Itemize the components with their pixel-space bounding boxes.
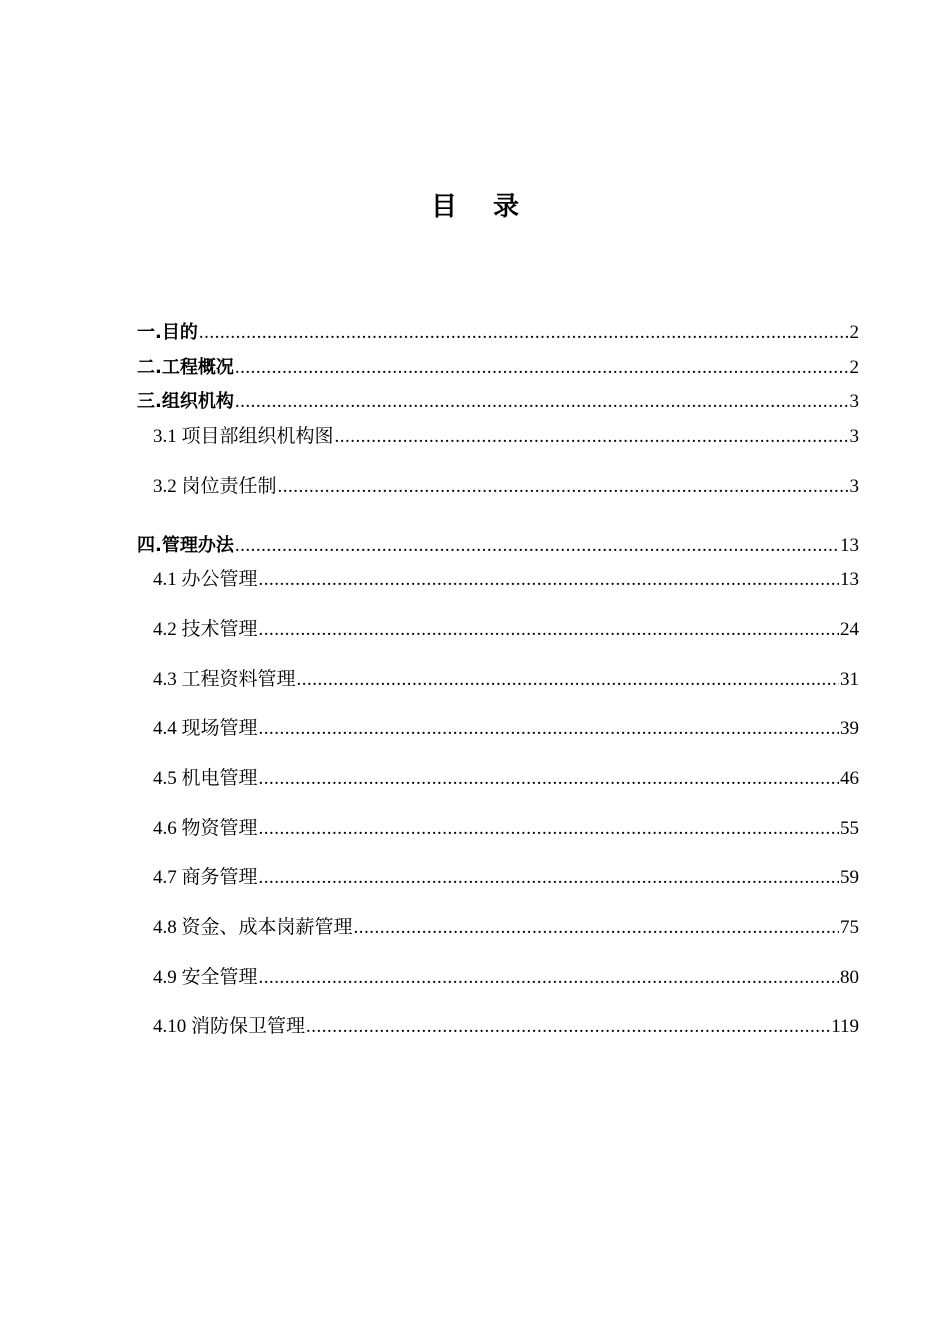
toc-entry-4-10[interactable] (153, 1014, 859, 1040)
toc-entry-label: 一.目的 (137, 322, 198, 343)
toc-leader-dots (335, 424, 849, 450)
toc-leader-dots (259, 567, 839, 593)
toc-page-number: 119 (831, 1016, 859, 1037)
toc-entry-label: 三.组织机构 (137, 391, 234, 412)
toc-entry-label: 4.1 办公管理 (153, 569, 258, 590)
toc-entry-4-3[interactable] (153, 667, 859, 693)
toc-leader-dots (259, 965, 839, 991)
title-char-1: 目 (430, 192, 457, 222)
toc-entry-label: 4.8 资金、成本岗薪管理 (153, 917, 353, 938)
toc-entry-4[interactable] (137, 533, 859, 559)
toc-entry-1[interactable] (137, 320, 859, 346)
toc-entry-4-6[interactable] (153, 816, 859, 842)
toc-leader-dots (297, 667, 839, 693)
toc-entry-label: 4.2 技术管理 (153, 619, 258, 640)
toc-entry-4-8[interactable] (153, 915, 859, 941)
toc-entry-3-2[interactable] (153, 474, 859, 500)
toc-entry-4-7[interactable] (153, 865, 859, 891)
toc-leader-dots (278, 474, 849, 500)
toc-page-number: 3 (849, 476, 859, 497)
toc-leader-dots (259, 617, 839, 643)
toc-entry-label: 3.2 岗位责任制 (153, 476, 277, 497)
toc-entry-4-2[interactable] (153, 617, 859, 643)
toc-page-number: 2 (849, 322, 859, 343)
toc-page-number: 59 (840, 867, 859, 888)
toc-page-number: 55 (840, 818, 859, 839)
toc-leader-dots (259, 816, 839, 842)
toc-entry-4-4[interactable] (153, 716, 859, 742)
toc-entry-label: 4.4 现场管理 (153, 718, 258, 739)
toc-leader-dots (354, 915, 839, 941)
toc-page-number: 31 (840, 669, 859, 690)
toc-entry-label: 4.9 安全管理 (153, 967, 258, 988)
toc-leader-dots (235, 389, 849, 415)
toc-page-number: 13 (840, 535, 859, 556)
toc-page-number: 3 (849, 391, 859, 412)
toc-entry-label: 四.管理办法 (137, 535, 234, 556)
toc-page-number: 24 (840, 619, 859, 640)
toc-page-number: 13 (840, 569, 859, 590)
toc-entry-3[interactable] (137, 389, 859, 415)
toc-page-number: 75 (840, 917, 859, 938)
toc-leader-dots (306, 1014, 830, 1040)
toc-page-number: 39 (840, 718, 859, 739)
toc-leader-dots (235, 533, 839, 559)
toc-page-number: 80 (840, 967, 859, 988)
toc-page-number: 3 (849, 426, 859, 447)
toc-entry-label: 4.3 工程资料管理 (153, 669, 296, 690)
toc-entry-label: 4.10 消防保卫管理 (153, 1016, 306, 1037)
toc-entry-label: 二.工程概况 (137, 357, 234, 378)
title-char-2: 录 (493, 192, 520, 222)
toc-leader-dots (259, 766, 839, 792)
toc-entry-3-1[interactable] (153, 424, 859, 450)
toc-page-number: 46 (840, 768, 859, 789)
toc-entry-4-5[interactable] (153, 766, 859, 792)
toc-entry-2[interactable] (137, 355, 859, 381)
toc-leader-dots (235, 355, 849, 381)
toc-entry-4-1[interactable] (153, 567, 859, 593)
page-title (0, 186, 950, 223)
toc-page-number: 2 (849, 357, 859, 378)
toc-entry-label: 3.1 项目部组织机构图 (153, 426, 334, 447)
toc-leader-dots (199, 320, 849, 346)
toc-leader-dots (259, 865, 839, 891)
toc-entry-4-9[interactable] (153, 965, 859, 991)
toc-leader-dots (259, 716, 839, 742)
toc-entry-label: 4.5 机电管理 (153, 768, 258, 789)
toc-entry-label: 4.7 商务管理 (153, 867, 258, 888)
toc-entry-label: 4.6 物资管理 (153, 818, 258, 839)
